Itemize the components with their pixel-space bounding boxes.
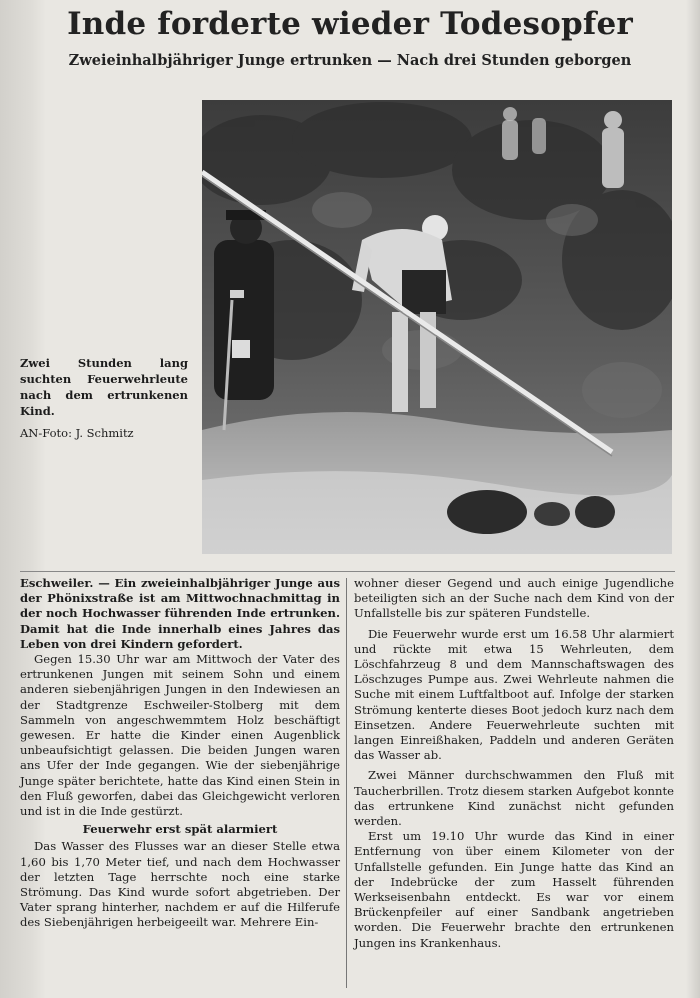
lead-paragraph: Eschweiler. — Ein zweieinhalbjähriger Junge aus der Phönixstraße ist am Mittwochnachmittag in der noch Hochwasser führenden Inde ertrunken. Damit hat die Inde innerhalb eines Jahres das Leben von drei Kindern gefordert. — [20, 576, 340, 651]
body-paragraph: wohner dieser Gegend und auch einige Jugendliche beteiligten sich an der Suche nach dem Kind von der Unfallstelle bis zur späteren Fundstelle. — [354, 576, 674, 621]
subheadline: Zweieinhalbjähriger Junge ertrunken — Nach drei Stunden geborgen — [68, 52, 632, 69]
caption-text: Zwei Stunden lang suchten Feuerwehrleute nach dem ertrunkenen Kind. — [20, 356, 188, 418]
photo-caption — [20, 355, 188, 441]
article-column-2 — [354, 576, 674, 951]
body-paragraph: Gegen 15.30 Uhr war am Mittwoch der Vater des ertrunkenen Jungen mit seinem Sohn und einem anderen siebenjährigen Jungen in den Indewiesen an der Stadtgrenze Eschweiler-Stolberg mit dem Sammeln von angeschwemmtem Holz beschäftigt gewesen. Er hatte die Kinder einen Augenblick unbeaufsichtigt gelassen. Die beiden Jungen waren ans Ufer der Inde gegangen. Wie der siebenjährige Junge später berichtete, hatte das Kind einen Stein in den Fluß geworfen, dabei das Gleichgewicht verloren und ist in die Inde gestürzt. — [20, 652, 340, 819]
body-paragraph: Die Feuerwehr wurde erst um 16.58 Uhr alarmiert und rückte mit etwa 15 Wehrleuten, dem Löschfahrzeug 8 und dem Mannschaftswagen des Löschzuges Pumpe aus. Zwei Wehrleute nahmen die Suche mit einem Luftfaltboot auf. Infolge der starken Strömung kenterte dieses Boot jedoch kurz nach dem Einsetzen. Andere Feuerwehrleute suchten mit langen Einreißhaken, Paddeln und anderen Geräten das Wasser ab. — [354, 626, 674, 763]
column-rule — [346, 578, 347, 988]
adjacent-clipping-right — [686, 0, 700, 998]
body-paragraph: Das Wasser des Flusses war an dieser Stelle etwa 1,60 bis 1,70 Meter tief, und nach dem Hochwasser der letzten Tage herrschte noch eine starke Strömung. Das Kind wurde sofort abgetrieben. Der Vater sprang hinterher, nachdem er auf die Hilferufe des Siebenjährigen herbeigeeilt war. Mehrere Ein- — [20, 839, 340, 930]
news-photo — [202, 100, 672, 554]
section-rule — [20, 571, 675, 572]
section-subhead: Feuerwehr erst spät alarmiert — [82, 822, 278, 837]
body-paragraph: Zwei Männer durchschwammen den Fluß mit Taucherbrillen. Trotz diesem starken Aufgebot konnte das ertrunkene Kind zunächst nicht gefunden werden. — [354, 768, 674, 829]
headline: Inde forderte wieder Todesopfer — [67, 6, 633, 42]
article-column-1 — [20, 576, 340, 931]
photo-image — [202, 100, 672, 554]
body-paragraph: Erst um 19.10 Uhr wurde das Kind in einer Entfernung von über einem Kilometer von der Unfallstelle gefunden. Ein Junge hatte das Kind an der Indebrücke der zum Hasselt führenden Werkseisenbahn entdeckt. Es war vor einem Brückenpfeiler auf einer Sandbank angetrieben worden. Die Feuerwehr brachte den ertrunkenen Jungen ins Krankenhaus. — [354, 829, 674, 950]
photo-credit: AN-Foto: J. Schmitz — [20, 426, 134, 440]
